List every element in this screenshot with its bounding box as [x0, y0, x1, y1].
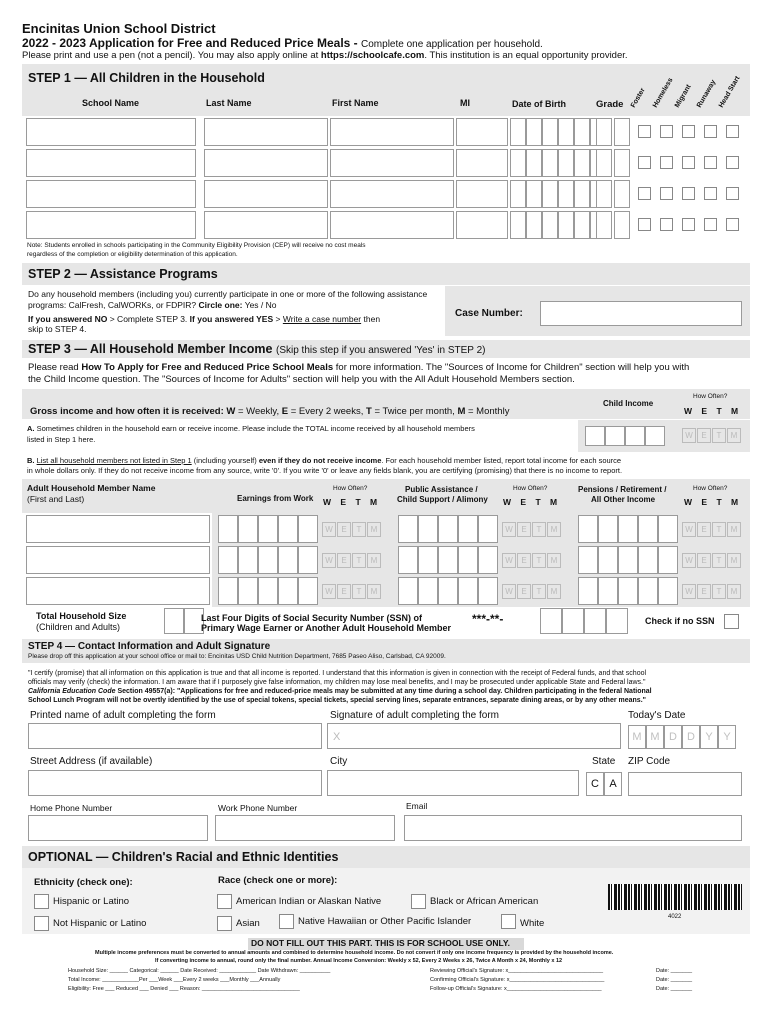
other-income-digit[interactable]	[598, 515, 618, 543]
no-ssn-label: Check if no SSN	[645, 616, 715, 626]
adult-row	[26, 514, 750, 544]
assistance-digit[interactable]	[398, 546, 418, 574]
city-input[interactable]	[327, 770, 579, 796]
other-income-digit[interactable]	[578, 515, 598, 543]
runaway-checkbox[interactable]	[704, 187, 717, 200]
child-row	[26, 149, 750, 177]
runaway-checkbox[interactable]	[704, 218, 717, 231]
assistance-digit[interactable]	[418, 515, 438, 543]
part-b-line2: in whole dollars only. If they do not receive income from any source, write '0'. If you write '0' or leave any fields blank, you are certifying (promising) that there is no income to report.	[27, 466, 623, 475]
other-income-digit[interactable]	[618, 577, 638, 605]
adult-name-subheader: (First and Last)	[27, 494, 85, 504]
public-how-often: How Often?	[513, 485, 548, 492]
migrant-checkbox[interactable]	[682, 218, 695, 231]
ssn-digit[interactable]	[562, 608, 584, 634]
child-income-digit[interactable]	[585, 426, 605, 446]
last-name-input[interactable]	[204, 211, 328, 239]
certification-line1: "I certify (promise) that all information on this application is true and that all income is reported. I understand that this information is given in connection with the receipt of Federal funds, and that school	[28, 670, 647, 677]
assistance-digit[interactable]	[458, 577, 478, 605]
last-name-input[interactable]	[204, 149, 328, 177]
other-income-digit[interactable]	[598, 577, 618, 605]
col-mi: MI	[460, 98, 470, 108]
earnings-header: Earnings from Work	[237, 494, 314, 503]
dob-digit[interactable]	[526, 180, 542, 208]
assistance-digit[interactable]	[458, 546, 478, 574]
dob-digit[interactable]	[542, 180, 558, 208]
todays-date-label: Today's Date	[628, 710, 686, 721]
asian-checkbox[interactable]	[217, 916, 232, 931]
grade-digit[interactable]	[596, 118, 612, 146]
migrant-checkbox[interactable]	[682, 187, 695, 200]
dropoff-address: Please drop off this application at your school office or mail to: Encinitas USD Child Nutrition Department, 7685 Paseo Aliso, Carlsbad, CA 92009.	[28, 653, 446, 660]
col-head-start: Head Start	[717, 75, 742, 109]
earnings-digit[interactable]	[278, 577, 298, 605]
assistance-digit[interactable]	[478, 515, 498, 543]
household-size-sublabel: (Children and Adults)	[36, 622, 121, 632]
barcode-number: 4022	[668, 914, 682, 920]
no-ssn-checkbox[interactable]	[724, 614, 739, 629]
school-use-note1: Multiple income preferences must be converted to annual amounts and combined to determine household income. Do not convert if only one income frequency is provided by the household income.	[95, 950, 614, 956]
hispanic-label: Hispanic or Latino	[53, 896, 130, 907]
child-row	[26, 211, 750, 239]
ssn-digit[interactable]	[606, 608, 628, 634]
public-wetm: W E T M	[503, 497, 558, 507]
ai-an-checkbox[interactable]	[217, 894, 232, 909]
grade-digit[interactable]	[596, 180, 612, 208]
assistance-digit[interactable]	[438, 577, 458, 605]
race-label: Race (check one or more):	[218, 875, 338, 886]
child-support-header: Child Support / Alimony	[397, 495, 488, 504]
other-income-digit[interactable]	[618, 515, 638, 543]
child-income-digit[interactable]	[605, 426, 625, 446]
earnings-digit[interactable]	[218, 515, 238, 543]
dob-digit[interactable]	[526, 149, 542, 177]
nhpi-checkbox[interactable]	[279, 914, 294, 929]
foster-checkbox[interactable]	[638, 218, 651, 231]
certification-line3: California Education Code Section 49557(a): "Applications for free and reduced-price meals may be submitted at any time during a school day. Children participating in the federal National	[28, 688, 652, 695]
ai-an-label: American Indian or Alaskan Native	[236, 896, 382, 907]
migrant-checkbox[interactable]	[682, 125, 695, 138]
earnings-how-often: How Often?	[333, 485, 368, 492]
first-name-input[interactable]	[330, 118, 454, 146]
runaway-checkbox[interactable]	[704, 156, 717, 169]
city-label: City	[330, 756, 348, 767]
earnings-digit[interactable]	[238, 577, 258, 605]
earnings-digit[interactable]	[278, 546, 298, 574]
signature-input[interactable]	[327, 723, 621, 749]
mi-input[interactable]	[456, 118, 508, 146]
pensions-how-often: How Often?	[693, 485, 728, 492]
certification-line4: School Lunch Program will not be overtly identified by the use of special tokens, special tickets, special serving lines, separate entrances, separate dining areas, or by any other means."	[28, 697, 646, 704]
step2-question-line2: programs: CalFresh, CalWORKs, or FDPIR? Circle one: Yes / No	[28, 300, 277, 310]
head-start-checkbox[interactable]	[726, 125, 739, 138]
hispanic-checkbox[interactable]	[34, 894, 49, 909]
pensions-header: Pensions / Retirement /	[578, 485, 667, 494]
grade-digit[interactable]	[614, 180, 630, 208]
first-name-input[interactable]	[330, 180, 454, 208]
printed-name-input[interactable]	[28, 723, 322, 749]
first-name-input[interactable]	[330, 211, 454, 239]
dob-digit[interactable]	[558, 211, 574, 239]
grade-digit[interactable]	[614, 211, 630, 239]
black-checkbox[interactable]	[411, 894, 426, 909]
earnings-digit[interactable]	[258, 577, 278, 605]
assistance-digit[interactable]	[398, 577, 418, 605]
school-use-row3-left: Eligibility: Free ___ Reduced ___ Denied ___ Reason: ________________________________	[68, 986, 300, 992]
col-dob: Date of Birth	[512, 99, 566, 109]
street-address-label: Street Address (if available)	[30, 756, 153, 767]
col-homeless: Homeless	[651, 76, 675, 109]
dob-digit[interactable]	[558, 180, 574, 208]
head-start-checkbox[interactable]	[726, 187, 739, 200]
asian-label: Asian	[236, 918, 260, 929]
other-income-digit[interactable]	[638, 515, 658, 543]
step3-intro-line1: Please read How To Apply for Free and Reduced Price School Meals for more information. The "Sources of Income for Children" section will help you with	[28, 362, 690, 373]
not-hispanic-checkbox[interactable]	[34, 916, 49, 931]
step2-question-line1: Do any household members (including you) currently participate in one or more of the following assistance	[28, 289, 428, 299]
district-name: Encinitas Union School District	[22, 21, 216, 36]
grade-digit[interactable]	[614, 149, 630, 177]
child-income-digit[interactable]	[645, 426, 665, 446]
step3-intro-line2: the Child Income question. The "Sources of Income for Adults" section will help you with the All Adult Household Members section.	[28, 374, 575, 385]
earnings-digit[interactable]	[298, 515, 318, 543]
child-how-often-header: How Often?	[693, 393, 728, 400]
signature-label: Signature of adult completing the form	[330, 710, 499, 721]
optional-title: OPTIONAL — Children's Racial and Ethnic Identities	[28, 850, 339, 864]
household-size-label: Total Household Size	[36, 611, 127, 621]
online-url[interactable]: https://schoolcafe.com	[320, 50, 425, 61]
email-input[interactable]	[404, 815, 742, 841]
earnings-digit[interactable]	[298, 577, 318, 605]
not-hispanic-label: Not Hispanic or Latino	[53, 918, 147, 929]
head-start-checkbox[interactable]	[726, 156, 739, 169]
state-letter-2[interactable]: A	[604, 772, 622, 796]
home-phone-input[interactable]	[28, 815, 208, 841]
white-label: White	[520, 918, 545, 929]
school-name-input[interactable]	[26, 149, 196, 177]
earnings-digit[interactable]	[238, 515, 258, 543]
case-number-input[interactable]	[540, 301, 742, 326]
other-frequency-boxes[interactable]: W E T M	[682, 553, 742, 568]
household-size-digit[interactable]	[164, 608, 184, 634]
col-grade: Grade	[596, 99, 624, 110]
col-school-name: School Name	[82, 98, 140, 108]
adult-row	[26, 576, 750, 606]
other-income-digit[interactable]	[658, 546, 678, 574]
assistance-digit[interactable]	[418, 577, 438, 605]
gross-income-legend: Gross income and how often it is received: W = Weekly, E = Every 2 weeks, T = Twice per month, M = Monthly	[30, 406, 510, 417]
dob-digit[interactable]	[510, 180, 526, 208]
dob-digit[interactable]	[526, 211, 542, 239]
dob-digit[interactable]	[558, 118, 574, 146]
street-address-input[interactable]	[28, 770, 322, 796]
school-use-row3-date: Date: _______	[656, 986, 693, 992]
earnings-digit[interactable]	[258, 546, 278, 574]
assistance-frequency-boxes[interactable]: W E T M	[502, 522, 562, 537]
step2-question-line4: skip to STEP 4.	[28, 324, 87, 334]
black-label: Black or African American	[430, 896, 539, 907]
work-phone-label: Work Phone Number	[218, 803, 298, 813]
state-label: State	[592, 756, 616, 767]
cep-note-line2: regardless of the completion or eligibility determination of this application.	[27, 251, 238, 258]
other-income-digit[interactable]	[658, 515, 678, 543]
ssn-mask: ***-**-	[472, 612, 504, 626]
printed-name-label: Printed name of adult completing the form	[30, 710, 216, 721]
child-row	[26, 118, 750, 146]
adult-name-input[interactable]	[26, 577, 210, 605]
zip-input[interactable]	[628, 772, 742, 796]
school-use-row1-left: Household Size: ______ Categorical: ______ Date Received: ____________ Date Withdrawn: __________	[68, 968, 331, 974]
ssn-label-line1: Last Four Digits of Social Security Number (SSN) of	[201, 613, 423, 623]
mi-input[interactable]	[456, 211, 508, 239]
migrant-checkbox[interactable]	[682, 156, 695, 169]
runaway-checkbox[interactable]	[704, 125, 717, 138]
other-income-digit[interactable]	[578, 546, 598, 574]
other-income-digit[interactable]	[578, 577, 598, 605]
earnings-frequency-boxes[interactable]: W E T M	[322, 584, 382, 599]
step2-question-line3: If you answered NO > Complete STEP 3. If you answered YES > Write a case number then	[28, 314, 381, 324]
foster-checkbox[interactable]	[638, 156, 651, 169]
certification-line2: officials may verify (check) the information. I am aware that if I purposely give false information, my children may lose meal benefits, and I may be prosecuted under applicable State and Federal laws."	[28, 679, 646, 686]
homeless-checkbox[interactable]	[660, 218, 673, 231]
earnings-digit[interactable]	[218, 577, 238, 605]
child-row	[26, 180, 750, 208]
case-number-label: Case Number:	[455, 308, 523, 319]
ssn-label-line2: Primary Wage Earner or Another Adult Household Member	[201, 623, 452, 633]
adult-name-input[interactable]	[26, 515, 210, 543]
homeless-checkbox[interactable]	[660, 187, 673, 200]
earnings-digit[interactable]	[218, 546, 238, 574]
assistance-digit[interactable]	[438, 515, 458, 543]
zip-label: ZIP Code	[628, 756, 671, 767]
pensions-wetm: W E T M	[684, 497, 739, 507]
assistance-digit[interactable]	[398, 515, 418, 543]
school-name-input[interactable]	[26, 211, 196, 239]
white-checkbox[interactable]	[501, 914, 516, 929]
other-income-digit[interactable]	[638, 546, 658, 574]
earnings-frequency-boxes[interactable]: W E T M	[322, 553, 382, 568]
first-name-input[interactable]	[330, 149, 454, 177]
barcode	[608, 884, 742, 910]
child-wetm-header: W E T M	[684, 406, 739, 416]
adult-row	[26, 545, 750, 575]
earnings-digit[interactable]	[238, 546, 258, 574]
assistance-digit[interactable]	[438, 546, 458, 574]
school-use-row1-date: Date: _______	[656, 968, 693, 974]
other-income-digit[interactable]	[638, 577, 658, 605]
earnings-frequency-boxes[interactable]: W E T M	[322, 522, 382, 537]
step1-rows	[22, 116, 750, 240]
school-use-row2-date: Date: _______	[656, 977, 693, 983]
assistance-digit[interactable]	[478, 546, 498, 574]
step1-title: STEP 1 — All Children in the Household	[28, 71, 265, 85]
school-name-input[interactable]	[26, 118, 196, 146]
school-name-input[interactable]	[26, 180, 196, 208]
assistance-frequency-boxes[interactable]: W E T M	[502, 553, 562, 568]
nhpi-label: Native Hawaiian or Other Pacific Islander	[298, 916, 472, 927]
other-income-digit[interactable]	[598, 546, 618, 574]
col-last-name: Last Name	[206, 98, 252, 108]
col-foster: Foster	[629, 86, 647, 109]
part-a-line1: A. Sometimes children in the household earn or receive income. Please include the TOTAL income received by all household members	[27, 424, 475, 433]
dob-digit[interactable]	[574, 118, 590, 146]
mi-input[interactable]	[456, 149, 508, 177]
instructions: Please print and use a pen (not a pencil). You may also apply online at https://schoolcafe.com. This institution is an equal opportunity provider.	[22, 50, 628, 61]
school-use-note2: If converting income to annual, round only the final number. Annual Income Conversion: Weekly x 52, Every 2 Weeks x 26, Twice A Month x 24, Monthly x 12	[155, 958, 563, 964]
dob-digit[interactable]	[510, 118, 526, 146]
cep-note-line1: Note: Students enrolled in schools participating in the Community Eligibility Provision (CEP) will receive no cost meals	[27, 242, 366, 249]
school-use-row2-left: Total Income: ____________Per ___Week ___Every 2 weeks ___Monthly ___Annually	[68, 977, 281, 983]
dob-digit[interactable]	[542, 149, 558, 177]
form-title: 2022 - 2023 Application for Free and Reduced Price Meals - Complete one application per household.	[22, 36, 543, 50]
col-migrant: Migrant	[673, 83, 693, 109]
adult-name-input[interactable]	[26, 546, 210, 574]
adult-name-header: Adult Household Member Name	[27, 483, 156, 493]
dob-digit[interactable]	[542, 211, 558, 239]
other-income-digit[interactable]	[618, 546, 638, 574]
dob-digit[interactable]	[542, 118, 558, 146]
school-use-title: DO NOT FILL OUT THIS PART. THIS IS FOR SCHOOL USE ONLY.	[251, 938, 510, 948]
homeless-checkbox[interactable]	[660, 156, 673, 169]
assistance-digit[interactable]	[478, 577, 498, 605]
dob-digit[interactable]	[558, 149, 574, 177]
earnings-digit[interactable]	[258, 515, 278, 543]
other-income-header: All Other Income	[591, 495, 656, 504]
other-frequency-boxes[interactable]: W E T M	[682, 584, 742, 599]
step2-title: STEP 2 — Assistance Programs	[28, 267, 218, 281]
other-income-digit[interactable]	[658, 577, 678, 605]
ssn-digit[interactable]	[540, 608, 562, 634]
state-letter-1[interactable]: C	[586, 772, 604, 796]
dob-digit[interactable]	[574, 211, 590, 239]
step3-title: STEP 3 — All Household Member Income (Skip this step if you answered 'Yes' in STEP 2)	[28, 342, 486, 356]
grade-digit[interactable]	[596, 211, 612, 239]
child-frequency-boxes[interactable]: W E T M	[682, 428, 742, 443]
ethnicity-label: Ethnicity (check one):	[34, 877, 133, 888]
signature-x: X	[333, 731, 341, 743]
other-frequency-boxes[interactable]: W E T M	[682, 522, 742, 537]
dob-digit[interactable]	[526, 118, 542, 146]
school-use-row3-mid: Follow-up Official's Signature: x_______________________________	[430, 986, 602, 992]
earnings-digit[interactable]	[278, 515, 298, 543]
dob-digit[interactable]	[574, 149, 590, 177]
earnings-wetm: W E T M	[323, 497, 378, 507]
work-phone-input[interactable]	[215, 815, 395, 841]
email-label: Email	[406, 801, 428, 811]
assistance-digit[interactable]	[418, 546, 438, 574]
part-b-line1: B. List all household members not listed in Step 1 (including yourself) even if they do not receive income. For each household member listed, report total income for each source	[27, 456, 622, 465]
part-a-line2: listed in Step 1 here.	[27, 435, 96, 444]
earnings-digit[interactable]	[298, 546, 318, 574]
grade-digit[interactable]	[614, 118, 630, 146]
step4-title: STEP 4 — Contact Information and Adult Signature	[28, 641, 271, 652]
home-phone-label: Home Phone Number	[30, 803, 113, 813]
assistance-frequency-boxes[interactable]: W E T M	[502, 584, 562, 599]
school-use-row1-mid: Reviewing Official's Signature: x_______________________________	[430, 968, 604, 974]
child-income-header: Child Income	[603, 399, 654, 408]
last-name-input[interactable]	[204, 118, 328, 146]
school-use-row2-mid: Confirming Official's Signature: x_______________________________	[430, 977, 605, 983]
head-start-checkbox[interactable]	[726, 218, 739, 231]
homeless-checkbox[interactable]	[660, 125, 673, 138]
dob-digit[interactable]	[574, 180, 590, 208]
ssn-digit[interactable]	[584, 608, 606, 634]
dob-digit[interactable]	[510, 149, 526, 177]
col-runaway: Runaway	[695, 78, 718, 109]
foster-checkbox[interactable]	[638, 125, 651, 138]
todays-date-input[interactable]: M M D D Y Y	[628, 725, 736, 749]
public-assistance-header: Public Assistance /	[405, 485, 478, 494]
col-first-name: First Name	[332, 98, 379, 108]
dob-digit[interactable]	[510, 211, 526, 239]
last-name-input[interactable]	[204, 180, 328, 208]
mi-input[interactable]	[456, 180, 508, 208]
assistance-digit[interactable]	[458, 515, 478, 543]
child-income-digit[interactable]	[625, 426, 645, 446]
grade-digit[interactable]	[596, 149, 612, 177]
foster-checkbox[interactable]	[638, 187, 651, 200]
